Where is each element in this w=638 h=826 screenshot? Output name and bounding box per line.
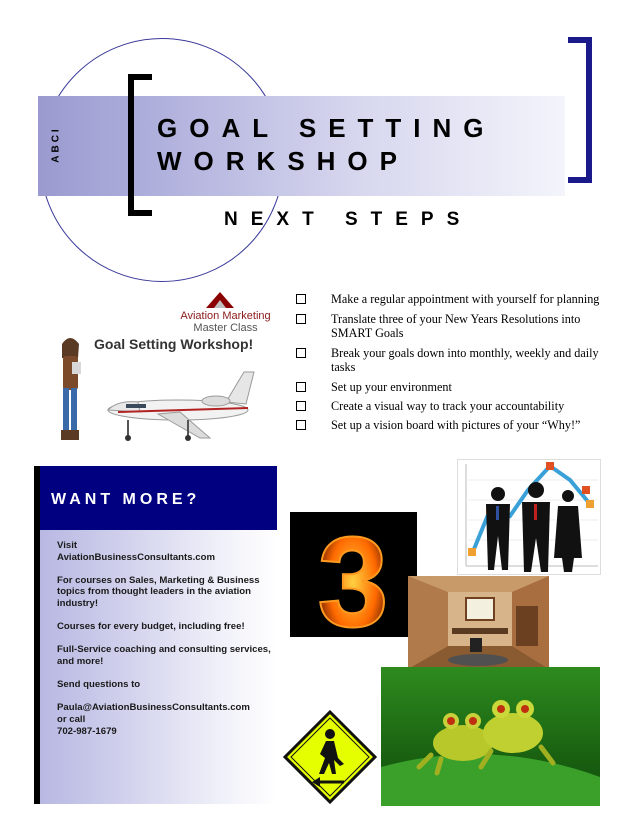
number-three-glyph: 3 xyxy=(317,512,389,637)
services-text: Full-Service coaching and consulting services, and more! xyxy=(57,644,271,667)
page-title-line-1: GOAL SETTING xyxy=(157,113,496,143)
checkbox-icon xyxy=(296,420,306,430)
promo-image xyxy=(48,288,288,450)
want-more-header xyxy=(34,466,277,530)
pedestrian-sign-image xyxy=(282,708,379,806)
want-more-title: WANT MORE? xyxy=(51,491,201,508)
page-title-line-2: WORKSHOP xyxy=(157,146,409,176)
business-people-illustration xyxy=(458,460,601,575)
checklist-item: Break your goals down into monthly, weekly and daily tasks xyxy=(296,346,601,374)
frogs-image xyxy=(381,667,600,806)
visit-label: Visit xyxy=(57,540,78,551)
right-bracket xyxy=(568,37,592,183)
checklist-item: Translate three of your New Years Resolutions into SMART Goals xyxy=(296,312,601,340)
want-more-accent-bar xyxy=(34,466,40,804)
checklist-item: Create a visual way to track your accountability xyxy=(296,399,601,413)
left-bracket xyxy=(128,74,152,216)
checkbox-icon xyxy=(296,401,306,411)
or-call-label: or call xyxy=(57,713,86,725)
workshop-label: Goal Setting Workshop! xyxy=(94,336,254,352)
home-office-illustration xyxy=(408,576,549,669)
checkbox-icon xyxy=(296,294,306,304)
checkbox-icon xyxy=(296,348,306,358)
phone-number[interactable]: 702-987-1679 xyxy=(57,725,117,737)
fiery-three-image xyxy=(290,512,417,637)
pedestrian-crossing-icon xyxy=(282,708,379,806)
courses-text: For courses on Sales, Marketing & Business topics from thought leaders in the aviation industry! xyxy=(57,574,260,609)
website-link[interactable]: AviationBusinessConsultants.com xyxy=(57,551,215,563)
checklist-item: Set up a vision board with pictures of your “Why!” xyxy=(296,418,601,432)
want-more-text xyxy=(57,540,271,737)
next-steps-checklist xyxy=(296,292,601,437)
checklist-item: Set up your environment xyxy=(296,380,601,394)
tree-frogs-illustration xyxy=(381,667,600,806)
office-image xyxy=(408,576,549,669)
fire-number-illustration xyxy=(290,512,417,637)
checkbox-icon xyxy=(296,314,306,324)
business-chart-image xyxy=(457,459,601,575)
checkbox-icon xyxy=(296,382,306,392)
checklist-item: Make a regular appointment with yourself for planning xyxy=(296,292,601,306)
side-label: ABCI xyxy=(50,126,62,163)
budget-text: Courses for every budget, including free! xyxy=(57,621,245,633)
page-subtitle: NEXT STEPS xyxy=(224,209,473,230)
questions-label: Send questions to xyxy=(57,679,141,691)
email-link[interactable]: Paula@AviationBusinessConsultants.com xyxy=(57,702,250,714)
logo-line-2: Master Class xyxy=(193,322,258,334)
logo-line-1: Aviation Marketing xyxy=(180,310,271,322)
want-more-panel xyxy=(34,466,277,804)
